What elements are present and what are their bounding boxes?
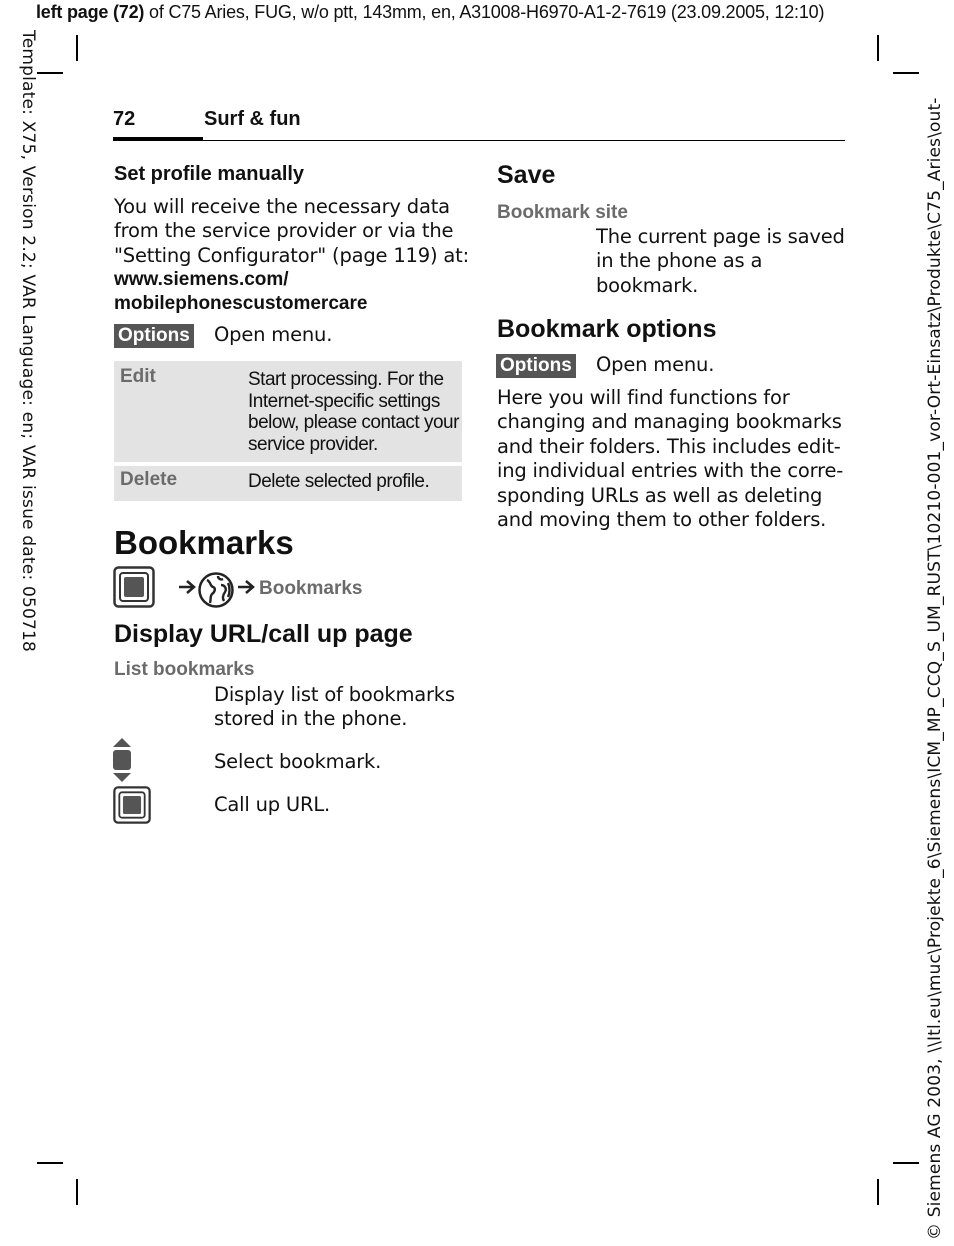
support-url-line: www.siemens.com/ (114, 269, 289, 290)
crop-mark (37, 1162, 63, 1164)
crop-mark (893, 72, 919, 74)
list-bookmarks-desc-line: Display list of bookmarks (214, 683, 455, 706)
crop-mark (877, 35, 879, 61)
crop-mark (877, 1179, 879, 1205)
arrow-right-icon (237, 578, 257, 600)
bookmark-options-line: changing and managing bookmarks (497, 410, 842, 434)
bookmark-site-desc (596, 225, 845, 298)
bookmark-options-line: sponding URLs as well as deleting (497, 483, 823, 507)
bookmark-site-label: Bookmark site (497, 202, 628, 223)
page-number: 72 (113, 108, 136, 130)
bookmark-site-desc-line: in the phone as a (596, 249, 763, 273)
option-edit-desc-line: service provider. (248, 433, 378, 455)
set-profile-line: You will receive the necessary data (114, 195, 450, 218)
call-url-desc: Call up URL. (214, 793, 331, 816)
template-info: Template: X75, Version 2.2; VAR Language: en; VAR issue date: 050718 (18, 30, 38, 653)
option-edit-desc (248, 369, 460, 455)
list-bookmarks-label: List bookmarks (114, 659, 255, 680)
bookmark-options-heading: Bookmark options (497, 315, 717, 343)
set-profile-heading: Set profile manually (114, 163, 305, 185)
option-edit-desc-line: below, please contact your (248, 412, 459, 433)
options-softkey: Options (496, 354, 576, 378)
option-edit-label: Edit (120, 366, 156, 387)
print-metadata-details: of C75 Aries, FUG, w/o ptt, 143mm, en, A31008-H6970-A1-2-7619 (23.09.2005, 12:10) (144, 2, 825, 22)
navigation-up-down-key-icon (111, 737, 133, 787)
display-url-heading: Display URL/call up page (114, 620, 413, 648)
bookmark-options-line: Here you will find functions for (497, 386, 790, 409)
bookmark-options-line: and their folders. This includes edit- (497, 434, 841, 458)
nav-path-bookmarks: Bookmarks (259, 578, 363, 599)
list-bookmarks-desc (214, 683, 455, 732)
bookmark-options-line: and moving them to other folders. (497, 508, 827, 532)
bookmark-options-text (497, 386, 843, 532)
navigation-center-key-icon (113, 566, 155, 612)
crop-mark (37, 72, 63, 74)
print-metadata-page: left page (72) (36, 2, 145, 22)
section-title: Surf & fun (204, 108, 301, 130)
set-profile-line: "Setting Configurator" (page 119) at: (114, 243, 469, 267)
save-heading: Save (497, 161, 556, 189)
set-profile-text (114, 195, 469, 268)
bookmark-site-desc-line: bookmark. (596, 273, 699, 297)
option-delete-label: Delete (120, 469, 178, 490)
options-softkey-desc: Open menu. (214, 323, 333, 346)
crop-mark (76, 35, 78, 61)
option-edit-desc-line: Internet-specific settings (248, 390, 440, 412)
options-softkey-desc: Open menu. (596, 353, 715, 376)
crop-mark (76, 1179, 78, 1205)
bookmark-site-desc-line: The current page is saved (596, 225, 845, 248)
option-edit-desc-line: Start processing. For the (248, 369, 444, 390)
select-bookmark-desc: Select bookmark. (214, 750, 382, 773)
set-profile-line: from the service provider or via the (114, 219, 454, 243)
option-delete-desc: Delete selected profile. (248, 471, 430, 492)
navigation-center-key-icon (113, 786, 151, 828)
support-url-line: mobilephonescustomercare (114, 293, 368, 314)
arrow-right-icon (178, 578, 198, 600)
header-rule (113, 140, 845, 141)
print-metadata (36, 2, 824, 23)
options-softkey: Options (114, 324, 194, 348)
bookmark-options-line: ing individual entries with the corre- (497, 459, 844, 483)
crop-mark (893, 1162, 919, 1164)
internet-globe-icon (197, 571, 235, 613)
copyright-path: © Siemens AG 2003, \\Itl.eu\muc\Projekte_6\Siemens\ICM_MP_CCQ_S_UM_RUST\10210-001_vor-Ort-Einsatz\Produkte\C75_Aries\out- (925, 97, 945, 1240)
bookmarks-title: Bookmarks (114, 524, 294, 561)
support-url (114, 268, 367, 316)
list-bookmarks-desc-line: stored in the phone. (214, 707, 408, 731)
